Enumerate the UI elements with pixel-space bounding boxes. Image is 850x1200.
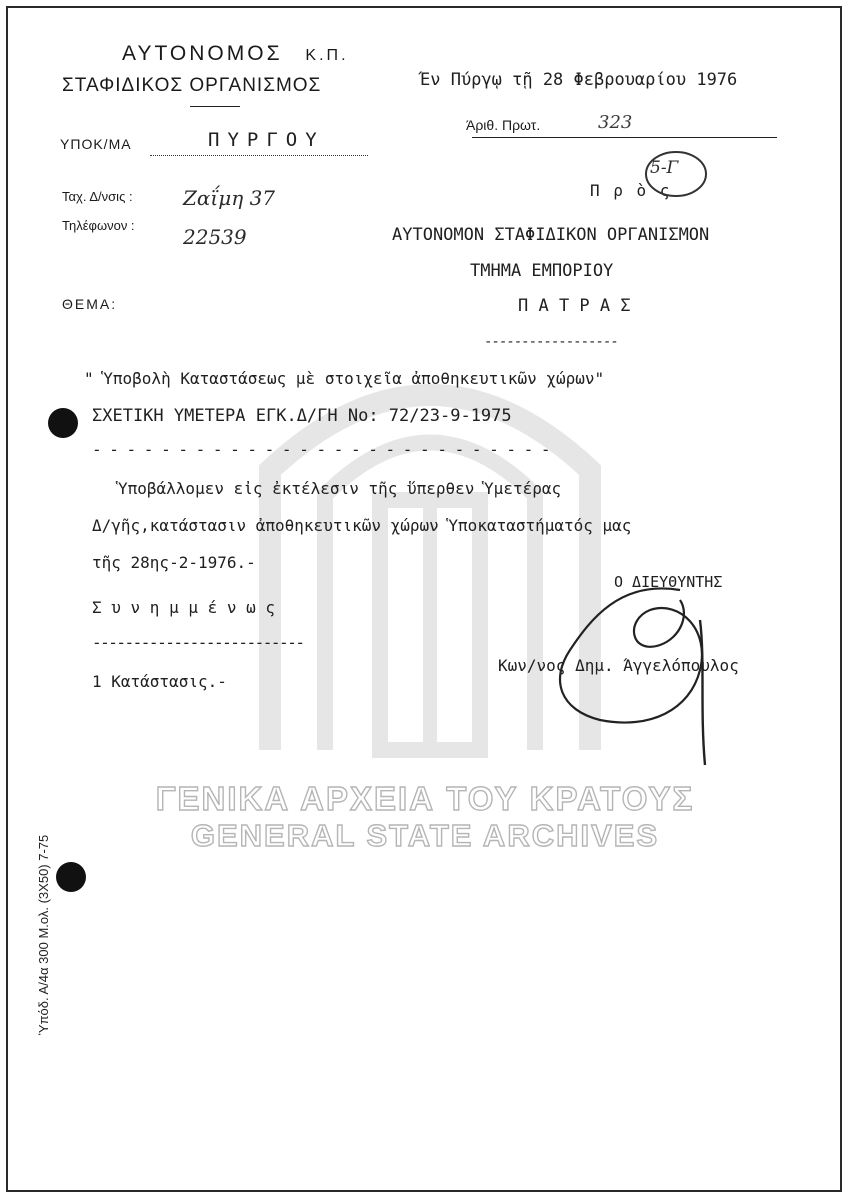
recipient-line2: ΤΜΗΜΑ ΕΜΠΟΡΙΟΥ [470,261,614,281]
phone-value: 22539 [183,225,247,249]
signatory-name: Κων/νος Δημ. Άγγελόπουλος [498,656,739,675]
print-code: Ὑπόδ. Α/4α 300 Μ.ολ. (3Χ50) 7-75 [36,834,51,1035]
to-label: Π ρ ὸ ς [590,181,672,200]
subject-divider: - - - - - - - - - - - - - - - - - - - - - - - - - - - [92,440,550,459]
protocol-rule [472,137,777,138]
subject-reference: ΣΧΕΤΙΚΗ ΥΜΕΤΕΡΑ ΕΓΚ.Δ/ΓΗ Νο: 72/23-9-1975 [92,406,512,426]
org-name-line1: ΑΥΤΟΝΟΜΟΣ Κ.Π. [122,42,349,65]
protocol-label: Άριθ. Πρωτ. [466,117,541,133]
body-line3: τῆς 28ης-2-1976.- [92,553,256,572]
signatory-title: Ο ΔΙΕΥΘΥΝΤΗΣ [614,573,723,591]
body-line2: Δ/γῆς,κατάστασιν ἀποθηκευτικῶν χώρων Ὑποκαταστήματός μας [92,516,632,535]
body-line1: Ὑποβάλλομεν εἰς ἐκτέλεσιν τῆς ὕπερθεν Ὑμετέρας [118,479,562,498]
address-value: Ζαΐμη 37 [183,186,276,210]
attachments-divider: -------------------------- [92,633,304,652]
branch-label: ΥΠΟΚ/ΜΑ [60,136,132,152]
punch-hole-bottom [56,862,86,892]
subject-label: ΘΕΜΑ: [62,296,118,312]
recipient-line3: Π Α Τ Ρ Α Σ [518,296,631,316]
org-name-line2: ΣΤΑΦΙΔΙΚΟΣ ΟΡΓΑΝΙΣΜΟΣ [62,75,322,96]
stamp-note: 5-Γ [650,158,679,178]
punch-hole-top [48,408,78,438]
recipient-divider: ------------------ [484,334,618,350]
attachments-label: Σ υ ν η μ μ έ ν ω ς [92,598,276,617]
watermark-english: GENERAL STATE ARCHIVES [190,818,660,853]
address-label: Ταχ. Δ/νσις : [62,189,133,204]
protocol-number: 323 [598,112,633,133]
watermark-greek: ΓΕΝΙΚΑ ΑΡΧΕΙΑ ΤΟΥ ΚΡΑΤΟΥΣ [155,780,695,817]
attachment-item: 1 Κατάστασις.- [92,672,227,691]
branch-value: ΠΥΡΓΟΥ [208,129,325,151]
phone-label: Τηλέφωνον : [62,218,135,233]
recipient-line1: ΑΥΤΟΝΟΜΟΝ ΣΤΑΦΙΔΙΚΟΝ ΟΡΓΑΝΙΣΜΟΝ [392,225,710,245]
letterhead-rule [190,106,240,107]
subject-title: " Ὑποβολὴ Καταστάσεως μὲ στοιχεῖα ἀποθηκευτικῶν χώρων" [84,369,605,388]
date-line: Έν Πύργῳ τῇ 28 Φεβρουαρίου 1976 [420,70,738,90]
